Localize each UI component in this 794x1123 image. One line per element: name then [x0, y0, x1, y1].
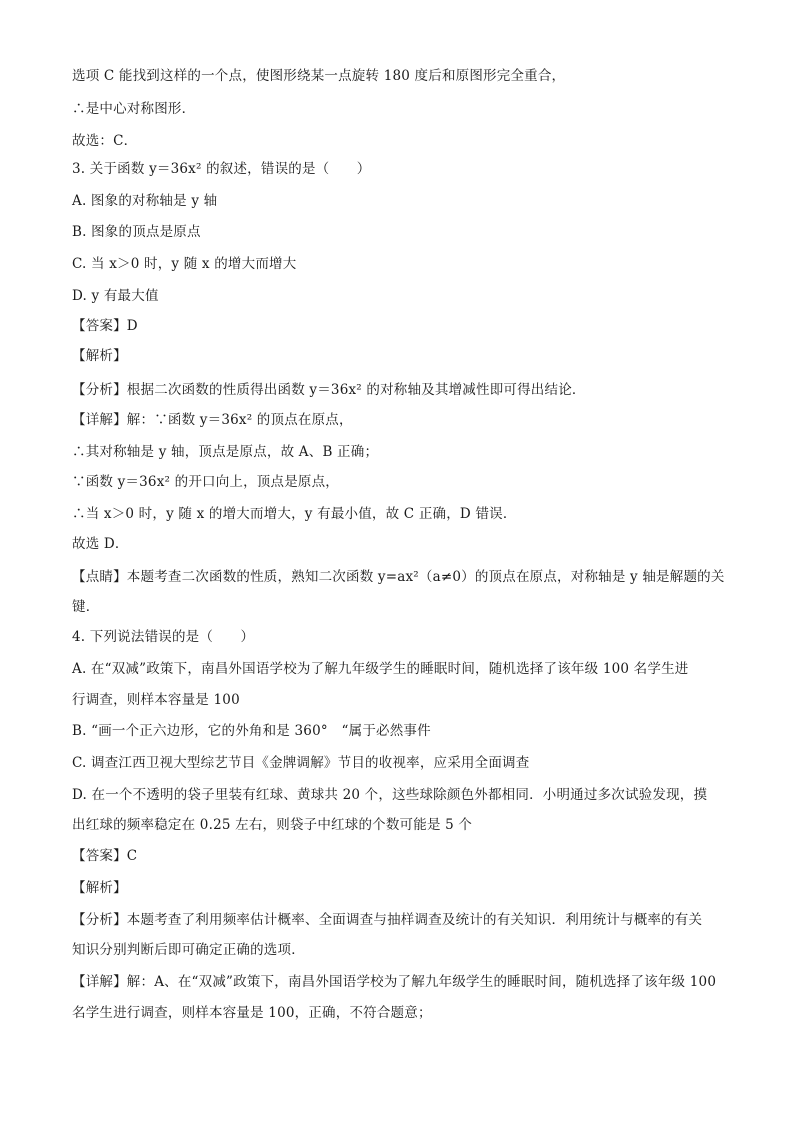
question-4-option-a: A. 在“双减”政策下，南昌外国语学校为了解九年级学生的睡眠时间，随机选择了该年级 100 名学生进	[72, 661, 689, 677]
analysis-label: 【解析】	[72, 880, 127, 896]
answer-label: 【答案】C	[72, 848, 138, 864]
question-4-option-a-cont: 行调查，则样本容量是 100	[72, 692, 240, 708]
detail-text: ∴其对称轴是 y 轴，顶点是原点，故 A、B 正确；	[72, 444, 379, 460]
question-3-option-d: D. y 有最大值	[72, 288, 159, 304]
comment-text: 键．	[72, 599, 100, 615]
text-line: 故选：C．	[72, 133, 138, 149]
question-3-stem: 3. 关于函数 y＝36x² 的叙述，错误的是（ ）	[72, 161, 371, 177]
analysis-text: 【分析】本题考查了利用频率估计概率、全面调查与抽样调查及统计的有关知识．利用统计与概率的有关	[72, 912, 703, 928]
question-4-option-d: D. 在一个不透明的袋子里装有红球、黄球共 20 个，这些球除颜色外都相同．小明通过多次试验发现，摸	[72, 787, 708, 803]
detail-text: 【详解】解：∵函数 y＝36x² 的顶点在原点，	[72, 412, 353, 428]
text-line: 选项 C 能找到这样的一个点，使图形绕某一点旋转 180 度后和原图形完全重合，	[72, 68, 566, 84]
question-3-option-c: C. 当 x＞0 时，y 随 x 的增大而增大	[72, 256, 297, 272]
analysis-text: 知识分别判断后即可确定正确的选项．	[72, 942, 305, 958]
choose-text: 故选 D．	[72, 536, 129, 552]
question-3-option-b: B. 图象的顶点是原点	[72, 224, 201, 240]
question-4-option-c: C. 调查江西卫视大型综艺节目《金牌调解》节目的收视率，应采用全面调查	[72, 755, 530, 771]
detail-text: 【详解】解：A、在“双减”政策下，南昌外国语学校为了解九年级学生的睡眠时间，随机选择了该年级 100	[72, 974, 717, 990]
analysis-text: 【分析】根据二次函数的性质得出函数 y＝36x² 的对称轴及其增减性即可得出结论．	[72, 382, 586, 398]
text-line: ∴是中心对称图形．	[72, 101, 196, 117]
comment-text: 【点睛】本题考查二次函数的性质，熟知二次函数 y=ax²（a≠0）的顶点在原点，对称轴是 y 轴是解题的关	[72, 569, 725, 585]
answer-label: 【答案】D	[72, 318, 138, 334]
detail-text: ∵函数 y＝36x² 的开口向上，顶点是原点，	[72, 474, 340, 490]
detail-text: ∴当 x＞0 时，y 随 x 的增大而增大，y 有最小值，故 C 正确，D 错误．	[72, 506, 517, 522]
detail-text: 名学生进行调查，则样本容量是 100，正确，不符合题意；	[72, 1005, 432, 1021]
question-3-option-a: A. 图象的对称轴是 y 轴	[72, 193, 218, 209]
question-4-stem: 4. 下列说法错误的是（ ）	[72, 629, 255, 645]
question-4-option-b: B. “画一个正六边形，它的外角和是 360° “属于必然事件	[72, 723, 431, 739]
analysis-label: 【解析】	[72, 348, 127, 364]
question-4-option-d-cont: 出红球的频率稳定在 0.25 左右，则袋子中红球的个数可能是 5 个	[72, 817, 473, 833]
